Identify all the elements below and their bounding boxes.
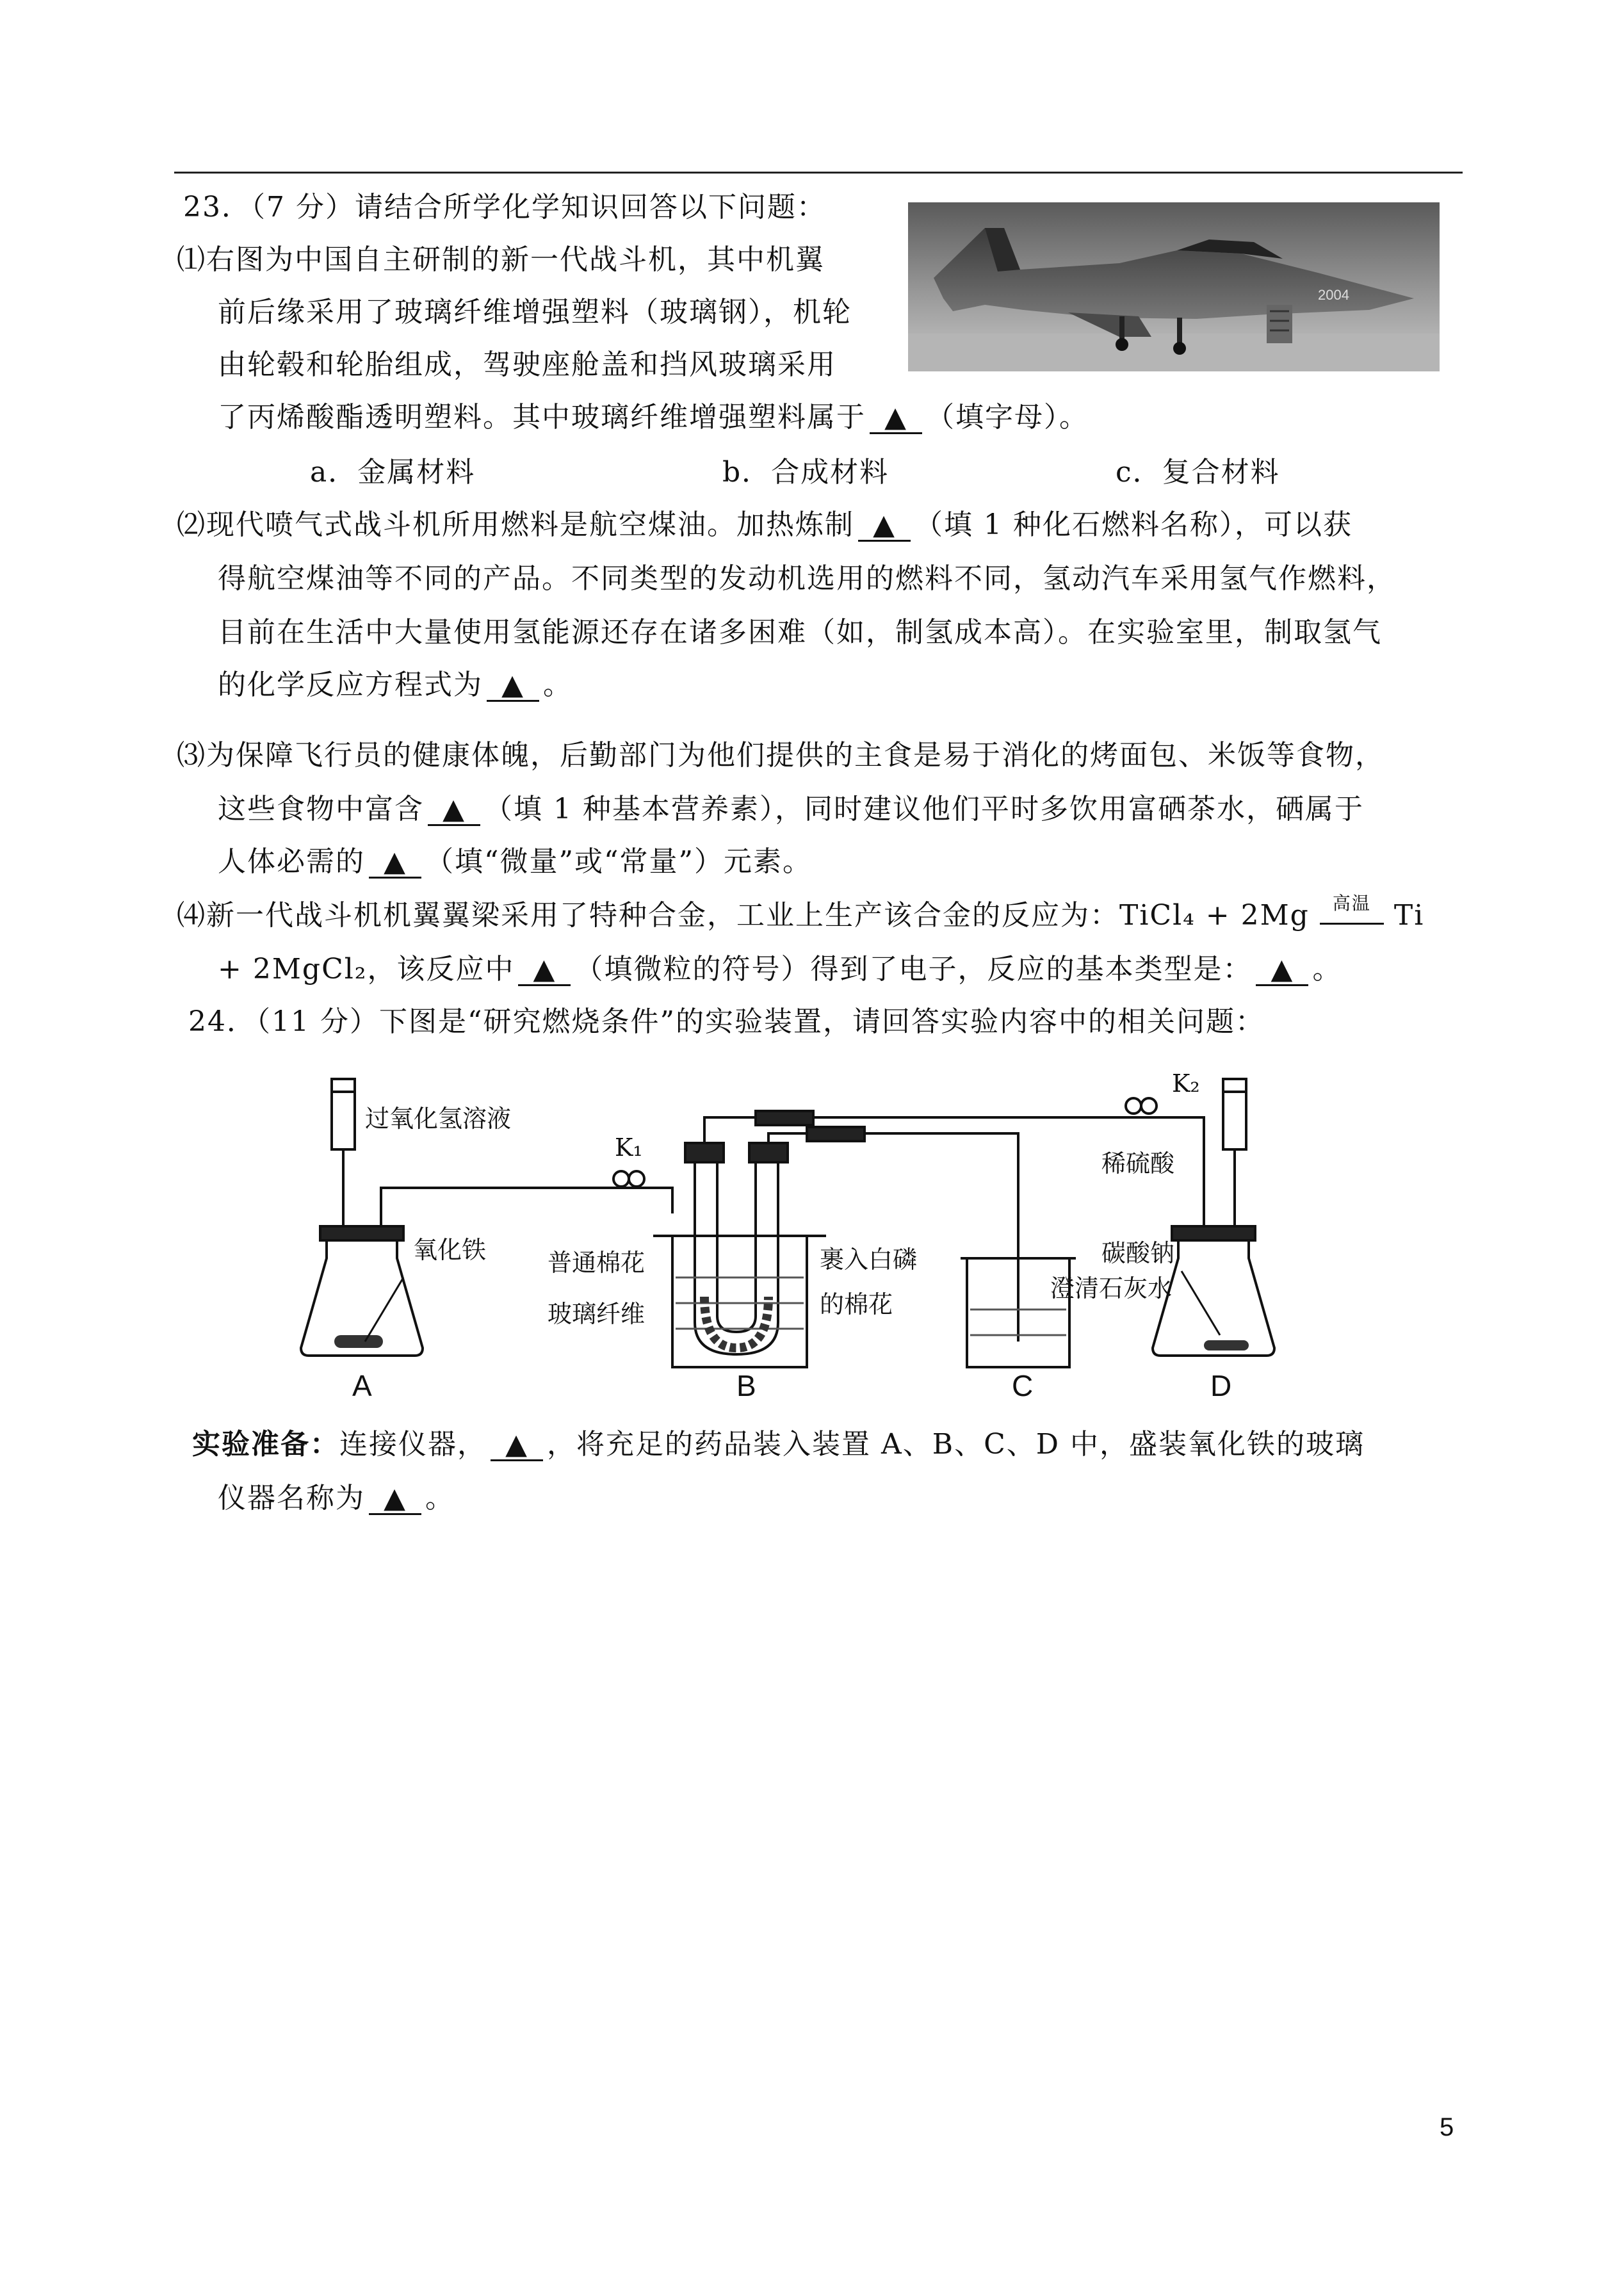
label-sodium-carbonate: 碳酸钠 (1101, 1239, 1175, 1267)
q24-prep-line2: 仪器名称为 ▲ 。 (218, 1482, 455, 1514)
label-white-phosphorus-1: 裹入白磷 (820, 1245, 918, 1274)
label-limewater: 澄清石灰水 (1050, 1274, 1173, 1302)
option-c: c．复合材料 (1116, 456, 1280, 489)
label-k2: K₂ (1172, 1069, 1200, 1098)
q23-p3-line3: 人体必需的 ▲ （填“微量”或“常量”）元素。 (218, 845, 812, 878)
answer-blank: ▲ (518, 955, 571, 986)
option-b: b．合成材料 (722, 456, 889, 489)
label-white-phosphorus-2: 的棉花 (820, 1290, 893, 1318)
label-hydrogen-peroxide: 过氧化氢溶液 (365, 1105, 512, 1133)
label-iron-oxide: 氧化铁 (413, 1236, 487, 1264)
svg-text:2004: 2004 (1318, 287, 1349, 303)
answer-blank: ▲ (870, 403, 922, 434)
fighter-jet-photo (908, 202, 1440, 371)
label-letter-b: B (736, 1369, 756, 1402)
answer-blank: ▲ (858, 510, 911, 542)
label-letter-a: A (352, 1369, 372, 1402)
answer-blank: ▲ (369, 847, 421, 879)
q23-p4-line2: + 2MgCl₂，该反应中 ▲ （填微粒的符号）得到了电子，反应的基本类型是： ▲ 。 (218, 953, 1342, 985)
answer-blank: ▲ (369, 1484, 421, 1515)
label-k1: K₁ (615, 1133, 643, 1162)
label-letter-c: C (1012, 1369, 1034, 1402)
q23-p1-line4: 了丙烯酸酯透明塑料。其中玻璃纤维增强塑料属于 ▲ （填字母）。 (218, 401, 1089, 434)
q23-p1-line1: ⑴右图为中国自主研制的新一代战斗机，其中机翼 (177, 243, 825, 276)
label-letter-d: D (1210, 1369, 1232, 1402)
answer-blank: ▲ (491, 1430, 543, 1461)
q23-stem: 23．（7 分）请结合所学化学知识回答以下问题： (183, 191, 826, 223)
answer-blank: ▲ (487, 670, 539, 702)
reaction-condition: 高温 (1320, 911, 1384, 925)
combustion-apparatus-figure (295, 1066, 1338, 1406)
q23-p3-line1: ⑶为保障飞行员的健康体魄，后勤部门为他们提供的主食是易于消化的烤面包、米饭等食物， (177, 739, 1384, 772)
option-a: a．金属材料 (310, 456, 476, 489)
q23-p3-line2: 这些食物中富含 ▲ （填 1 种基本营养素），同时建议他们平时多饮用富硒茶水，硒属于 (218, 793, 1364, 825)
page-number: 5 (1440, 2113, 1454, 2141)
q23-p2-line1: ⑵现代喷气式战斗机所用燃料是航空煤油。加热炼制 ▲ （填 1 种化石燃料名称），可以获 (177, 508, 1352, 541)
q23-p2-line3: 目前在生活中大量使用氢能源还存在诸多困难（如，制氢成本高）。在实验室里，制取氢气 (218, 616, 1382, 649)
q23-p1-line2: 前后缘采用了玻璃纤维增强塑料（玻璃钢），机轮 (218, 296, 852, 328)
q23-p2-line2: 得航空煤油等不同的产品。不同类型的发动机选用的燃料不同，氢动汽车采用氢气作燃料， (218, 562, 1396, 595)
label-sulfuric-acid: 稀硫酸 (1101, 1149, 1175, 1178)
q23-p1-line3: 由轮毂和轮胎组成，驾驶座舱盖和挡风玻璃采用 (218, 348, 836, 381)
answer-blank: ▲ (1256, 955, 1308, 986)
label-cotton: 普通棉花 (548, 1249, 646, 1277)
label-glass-fiber: 玻璃纤维 (548, 1300, 646, 1328)
q23-p2-line4: 的化学反应方程式为 ▲ 。 (218, 669, 572, 701)
q24-stem: 24．（11 分）下图是“研究燃烧条件”的实验装置，请回答实验内容中的相关问题： (188, 1005, 1265, 1038)
q23-p4-line1: ⑷新一代战斗机机翼翼梁采用了特种合金，工业上生产该合金的反应为：TiCl₄ + 2Mg 高温 Ti (177, 893, 1425, 932)
answer-blank: ▲ (428, 795, 480, 826)
q24-prep-line1: 实验准备：连接仪器， ▲ ，将充足的药品装入装置 A、B、C、D 中，盛装氧化铁的玻璃 (192, 1428, 1365, 1461)
header-rule (174, 172, 1463, 174)
